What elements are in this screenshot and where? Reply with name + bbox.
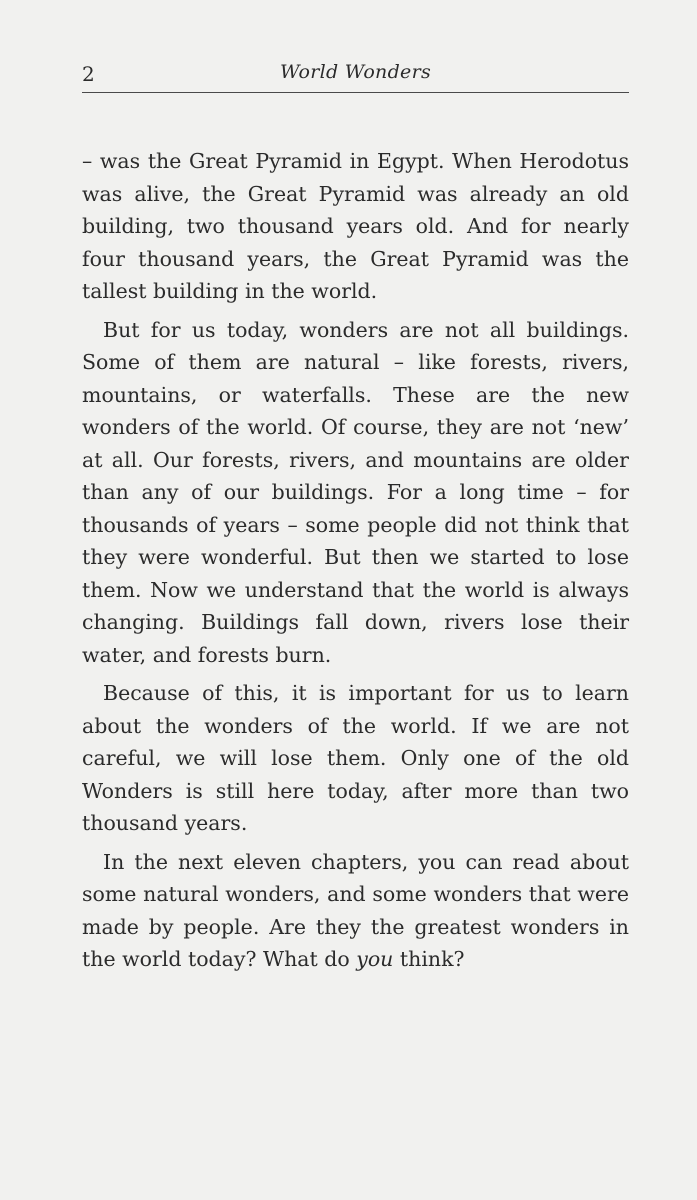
closing-question-after: think? [393,947,465,971]
running-head [82,58,629,88]
page-number: 2 [82,62,95,86]
closing-question-before: What do [263,947,357,971]
body-text [82,145,629,982]
paragraph-4-text: In the next eleven chapters, you can read about some natural wonders, and some wonders that were made by people. Are they the greatest wonders in the world today? [82,849,629,971]
paragraph-3: Because of this, it is important for us to learn about the wonders of the world. If we are not careful, we will lose them. Only one of the old Wonders is still here today, after more than two thousand years. [82,681,629,835]
paragraph-1: – was the Great Pyramid in Egypt. When Herodotus was alive, the Great Pyramid was already an old building, two thousand years old. And for nearly four thousand years, the Great Pyramid was the tallest building in the world. [82,149,629,303]
paragraph-2: But for us today, wonders are not all buildings. Some of them are natural – like forests, rivers, mountains, or waterfalls. These are the new wonders of the world. Of course, they are not ‘new’ at all. Our forests, rivers, and mountains are older than any of our buildings. For a long time – for thousands of years – some people did not think that they were wonderful. But then we started to lose them. Now we understand that the world is always changing. Buildings fall down, rivers lose their water, and forests burn. [82,317,629,667]
paragraph-4 [82,846,629,976]
closing-question-emphasis: you [356,947,394,971]
running-title: World Wonders [279,61,432,83]
header-rule [82,92,629,93]
